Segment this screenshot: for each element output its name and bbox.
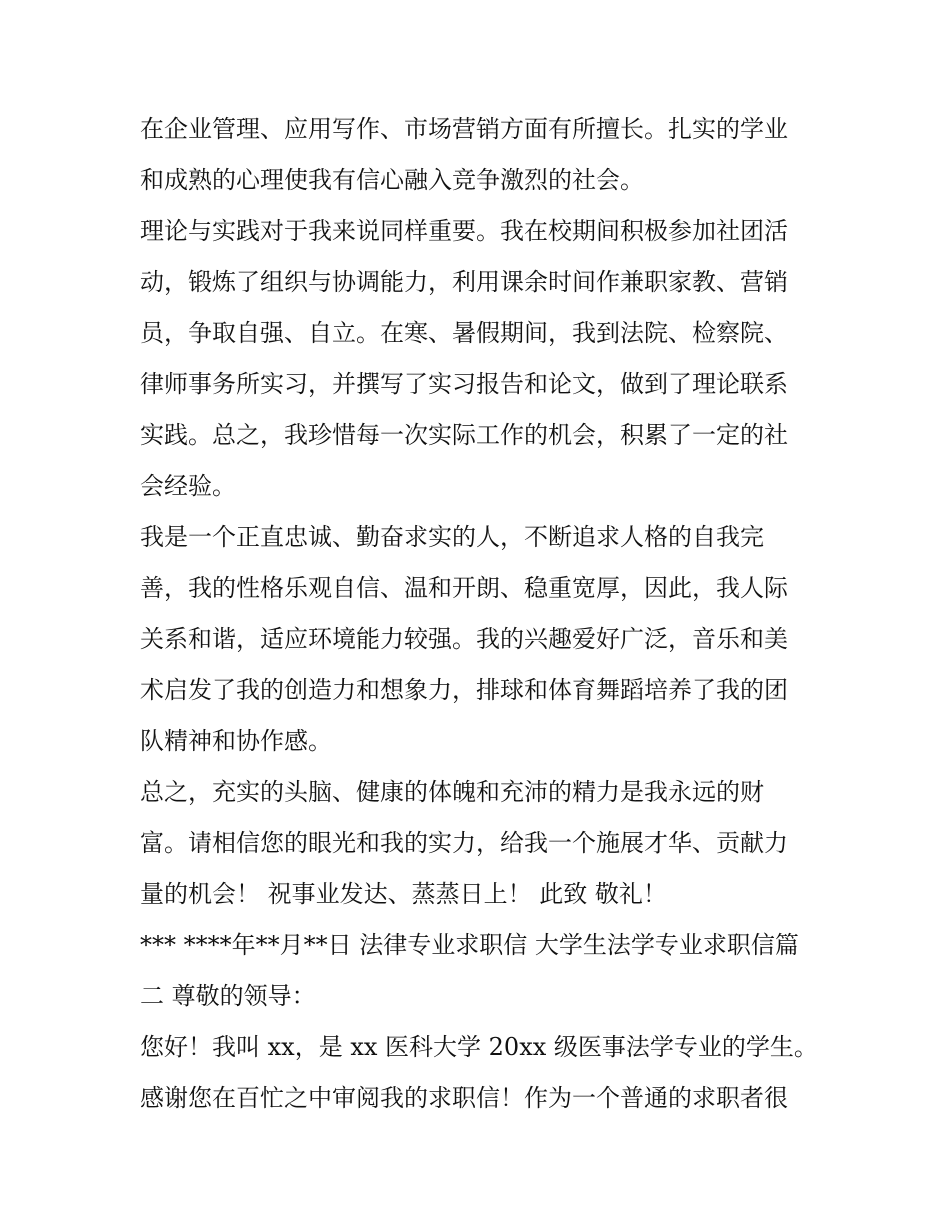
text-line: 二 尊敬的领导： [140, 982, 316, 1010]
paragraph-character [140, 512, 820, 767]
text-line: *** ****年**月**日 法律专业求职信 大学生法学专业求职信篇 [140, 931, 799, 959]
paragraph-practice [140, 206, 820, 512]
text-line: 队精神和协作感。 [140, 727, 332, 755]
paragraph-greeting [140, 1022, 820, 1124]
paragraph-intro-continued [140, 104, 820, 206]
text-line: 关系和谐，适应环境能力较强。我的兴趣爱好广泛，音乐和美 [140, 625, 788, 653]
text-line: 感谢您在百忙之中审阅我的求职信！作为一个普通的求职者很 [140, 1084, 788, 1112]
document-page [140, 104, 820, 1124]
text-line: 实践。总之，我珍惜每一次实际工作的机会，积累了一定的社 [140, 421, 788, 449]
text-line: 会经验。 [140, 472, 236, 500]
text-line: 您好！我叫 xx，是 xx 医科大学 20xx 级医事法学专业的学生。 [140, 1033, 818, 1061]
text-line: 和成熟的心理使我有信心融入竞争激烈的社会。 [140, 166, 644, 194]
text-line: 理论与实践对于我来说同样重要。我在校期间积极参加社团活 [140, 217, 788, 245]
text-line: 总之，充实的头脑、健康的体魄和充沛的精力是我永远的财 [140, 778, 764, 806]
text-line: 动，锻炼了组织与协调能力，利用课余时间作兼职家教、营销 [140, 268, 788, 296]
text-line: 律师事务所实习，并撰写了实习报告和论文，做到了理论联系 [140, 370, 788, 398]
text-line: 量的机会！ 祝事业发达、蒸蒸日上！ 此致 敬礼！ [140, 880, 667, 908]
text-line: 善，我的性格乐观自信、温和开朗、稳重宽厚，因此，我人际 [140, 574, 788, 602]
paragraph-signature-and-next-title [140, 920, 820, 1022]
text-line: 我是一个正直忠诚、勤奋求实的人，不断追求人格的自我完 [140, 523, 764, 551]
text-line: 富。请相信您的眼光和我的实力，给我一个施展才华、贡献力 [140, 829, 788, 857]
text-line: 员，争取自强、自立。在寒、暑假期间，我到法院、检察院、 [140, 319, 788, 347]
paragraph-closing [140, 767, 820, 920]
text-line: 在企业管理、应用写作、市场营销方面有所擅长。扎实的学业 [140, 115, 788, 143]
text-line: 术启发了我的创造力和想象力，排球和体育舞蹈培养了我的团 [140, 676, 788, 704]
